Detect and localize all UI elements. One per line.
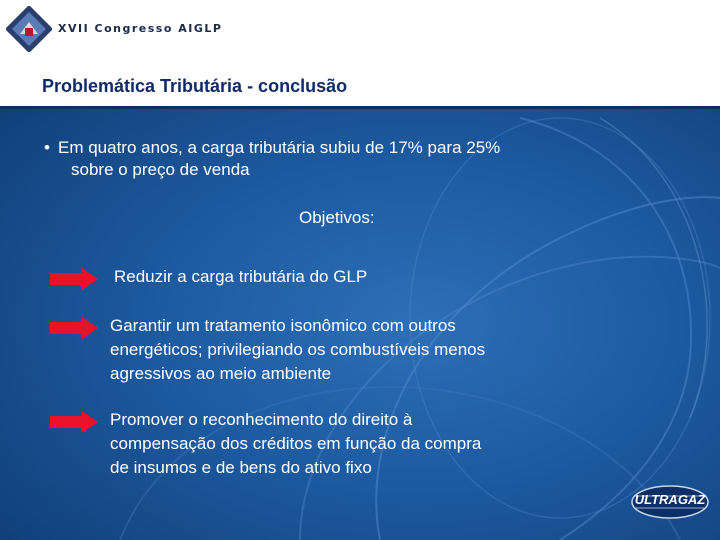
ultragaz-brand: ULTRAGAZ: [634, 492, 706, 507]
slide-title: Problemática Tributária - conclusão: [42, 76, 348, 96]
title-divider: [0, 106, 720, 109]
bullet-line-1: Em quatro anos, a carga tributária subiu de 17% para 25%: [58, 138, 501, 157]
bullet-dot: •: [44, 138, 50, 157]
objective-line: Garantir um tratamento isonômico com outros: [110, 316, 456, 335]
objectives-heading: Objetivos:: [299, 208, 375, 227]
slide-body: [0, 58, 720, 540]
objective-line: de insumos e de bens do ativo fixo: [110, 458, 372, 477]
red-arrow-icon: [50, 268, 98, 290]
objective-text: [110, 314, 670, 386]
objective-line: agressivos ao meio ambiente: [110, 364, 332, 383]
aiglp-logo-icon: [6, 6, 52, 52]
main-bullet: [44, 137, 684, 181]
congress-label: XVII Congresso AIGLP: [58, 22, 223, 35]
slide-header: [0, 0, 720, 58]
ultragaz-logo: [630, 484, 710, 520]
objective-line: compensação dos créditos em função da compra: [110, 434, 482, 453]
objective-line: energéticos; privilegiando os combustíveis menos: [110, 340, 486, 359]
red-arrow-icon: [50, 411, 98, 433]
objective-line: Reduzir a carga tributária do GLP: [114, 267, 368, 286]
bullet-line-2: sobre o preço de venda: [71, 160, 250, 179]
objective-line: Promover o reconhecimento do direito à: [110, 410, 413, 429]
objective-text: [114, 265, 674, 289]
red-arrow-icon: [50, 317, 98, 339]
title-bar: [0, 58, 720, 108]
objective-text: [110, 408, 670, 480]
